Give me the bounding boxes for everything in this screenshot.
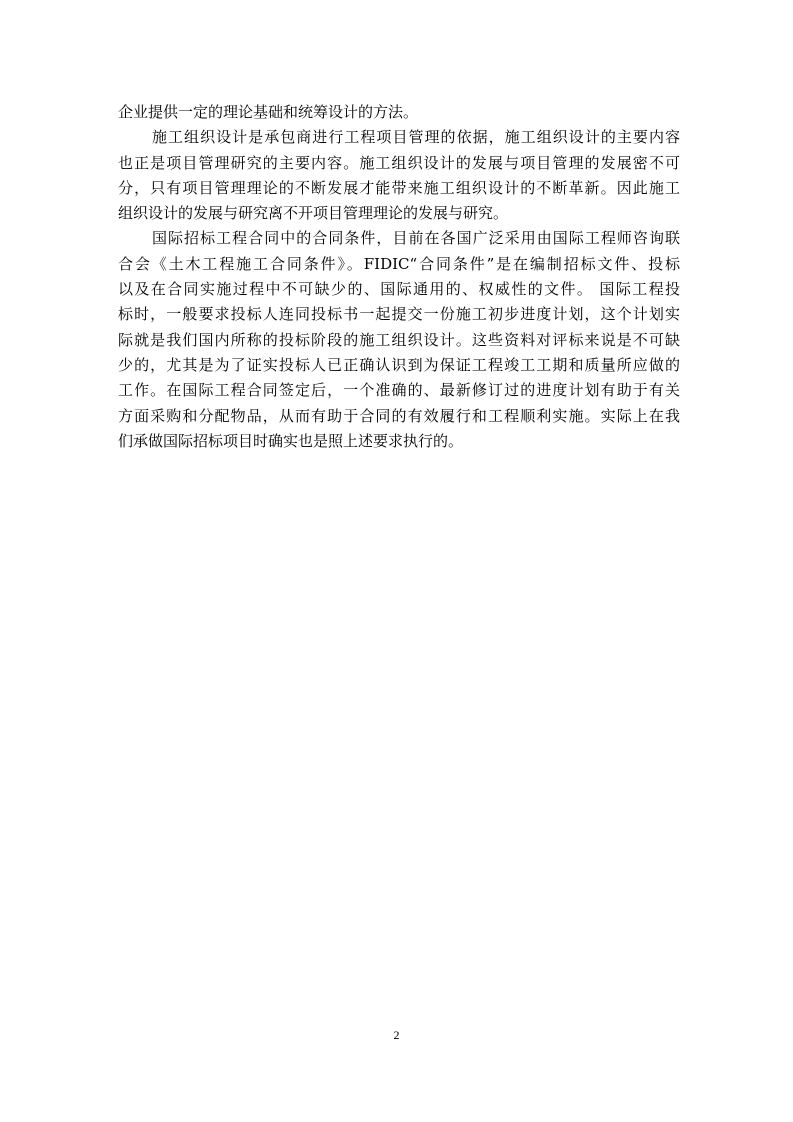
body-text xyxy=(118,100,680,454)
paragraph-2-line-2: 也正是项目管理研究的主要内容。施工组织设计的发展与项目管理的发展密不可 xyxy=(118,153,680,172)
paragraph-2-line-1: 施工组织设计是承包商进行工程项目管理的依据，施工组织设计的主要内容 xyxy=(152,128,680,147)
paragraph-2-line-3: 分，只有项目管理理论的不断发展才能带来施工组织设计的不断革新。因此施工 xyxy=(118,178,680,197)
paragraph-3-line-2: 合会《土木工程施工合同条件》。FIDIC“合同条件”是在编制招标文件、投标 xyxy=(118,254,680,273)
paragraph-3-line-6: 少的，尤其是为了证实投标人已正确认识到为保证工程竣工工期和质量所应做的 xyxy=(118,355,680,374)
paragraph-2-line-4: 组织设计的发展与研究离不开项目管理理论的发展与研究。 xyxy=(118,204,509,223)
paragraph-3-line-8: 方面采购和分配物品，从而有助于合同的有效履行和工程顺利实施。实际上在我 xyxy=(118,406,680,425)
paragraph-3-line-9: 们承做国际招标项目时确实也是照上述要求执行的。 xyxy=(118,431,464,450)
page-number: 2 xyxy=(393,1028,400,1042)
paragraph-3-line-4: 标时，一般要求投标人连同投标书一起提交一份施工初步进度计划，这个计划实 xyxy=(118,305,680,324)
paragraph-1-line-1: 企业提供一定的理论基础和统筹设计的方法。 xyxy=(118,103,419,121)
paragraph-3-line-3: 以及在合同实施过程中不可缺少的、国际通用的、权威性的文件。 国际工程投 xyxy=(118,280,680,299)
paragraph-3-line-7: 工作。在国际工程合同签定后，一个准确的、最新修订过的进度计划有助于有关 xyxy=(118,381,680,400)
paragraph-3-line-5: 际就是我们国内所称的投标阶段的施工组织设计。这些资料对评标来说是不可缺 xyxy=(118,330,680,349)
paragraph-3-line-1: 国际招标工程合同中的合同条件，目前在各国广泛采用由国际工程师咨询联 xyxy=(152,229,680,248)
